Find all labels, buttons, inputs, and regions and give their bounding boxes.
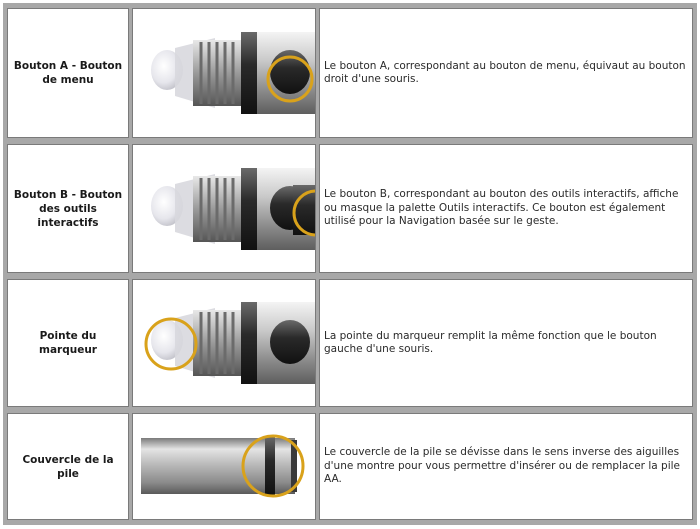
pen-button-b-photo <box>132 144 316 273</box>
row-label-cell <box>7 8 129 138</box>
row-label: Pointe du marqueur <box>39 330 97 356</box>
pen-button-a-photo <box>132 8 316 138</box>
row-description: Le bouton B, correspondant au bouton des outils interactifs, affiche ou masque la palette Outils interactifs. Ce bouton est également utilisé pour la Navigation basée sur le geste. <box>324 188 679 228</box>
row-description: La pointe du marqueur remplit la même fonction que le bouton gauche d'une souris. <box>324 329 657 355</box>
row-description-cell <box>319 279 693 407</box>
row-description: Le bouton A, correspondant au bouton de menu, équivaut au bouton droit d'une souris. <box>324 59 686 85</box>
row-description-cell <box>319 144 693 273</box>
row-description: Le couvercle de la pile se dévisse dans le sens inverse des aiguilles d'une montre pour vous permettre d'insérer ou de remplacer la pile AA. <box>324 446 680 486</box>
row-label-cell <box>7 144 129 273</box>
feature-table <box>3 3 697 525</box>
row-label: Couvercle de la pile <box>22 453 114 480</box>
table-row <box>7 8 693 138</box>
row-label-cell <box>7 413 129 520</box>
table-row <box>7 144 693 273</box>
table-row <box>7 413 693 520</box>
table-row <box>7 279 693 407</box>
battery-cover-photo <box>132 413 316 520</box>
row-description-cell <box>319 8 693 138</box>
row-label: Bouton A - Bouton de menu <box>13 60 123 86</box>
row-label: Bouton B - Bouton des outils interactifs <box>13 188 123 229</box>
pen-tip-photo <box>132 279 316 407</box>
row-label-cell <box>7 279 129 407</box>
row-description-cell <box>319 413 693 520</box>
